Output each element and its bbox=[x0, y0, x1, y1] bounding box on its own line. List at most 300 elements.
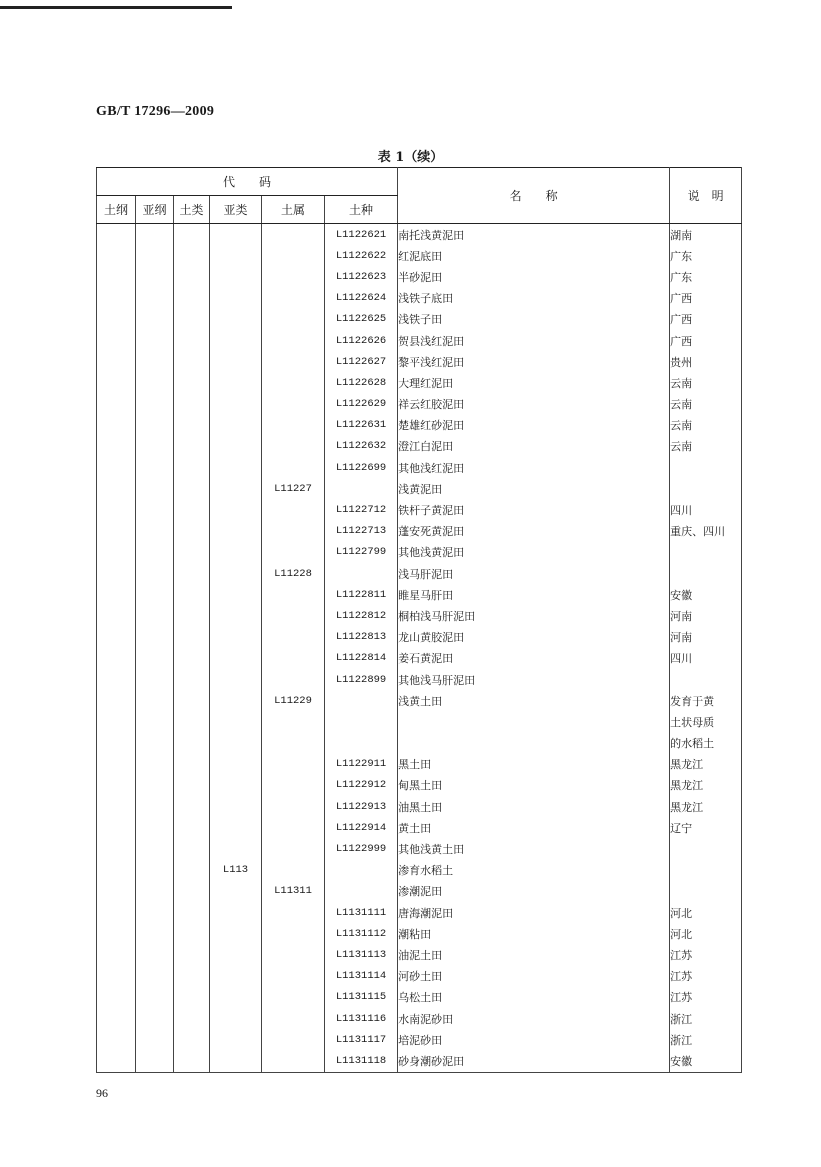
subgroup-code bbox=[210, 245, 262, 266]
order-cell bbox=[97, 754, 136, 775]
species-code: L1122627 bbox=[325, 351, 398, 372]
family-code bbox=[262, 457, 325, 478]
soil-name: 红泥底田 bbox=[398, 245, 670, 266]
family-code bbox=[262, 817, 325, 838]
order-cell bbox=[97, 584, 136, 605]
group-cell bbox=[174, 436, 210, 457]
group-cell bbox=[174, 860, 210, 881]
family-header: 土属 bbox=[262, 196, 325, 224]
soil-name: 培泥砂田 bbox=[398, 1029, 670, 1050]
species-code: L1122811 bbox=[325, 584, 398, 605]
remark-cell: 浙江 bbox=[670, 1029, 742, 1050]
subgroup-code bbox=[210, 309, 262, 330]
group-cell bbox=[174, 1050, 210, 1072]
table-row bbox=[97, 838, 742, 859]
family-code bbox=[262, 584, 325, 605]
subgroup-code bbox=[210, 330, 262, 351]
table-row bbox=[97, 817, 742, 838]
remark-cell: 广西 bbox=[670, 288, 742, 309]
remark-cell: 河南 bbox=[670, 627, 742, 648]
table-row bbox=[97, 372, 742, 393]
subgroup-code bbox=[210, 1050, 262, 1072]
suborder-cell bbox=[136, 881, 174, 902]
suborder-cell bbox=[136, 563, 174, 584]
name-header: 名 称 bbox=[398, 168, 670, 224]
table-body bbox=[97, 224, 742, 1073]
family-code: L11229 bbox=[262, 690, 325, 711]
family-code bbox=[262, 288, 325, 309]
soil-name: 铁杆子黄泥田 bbox=[398, 499, 670, 520]
soil-name: 油泥土田 bbox=[398, 944, 670, 965]
remark-cell: 四川 bbox=[670, 648, 742, 669]
species-code: L1122628 bbox=[325, 372, 398, 393]
remark-cell bbox=[670, 563, 742, 584]
table-row bbox=[97, 987, 742, 1008]
order-cell bbox=[97, 860, 136, 881]
table-row bbox=[97, 902, 742, 923]
suborder-header: 亚纲 bbox=[136, 196, 174, 224]
remark-cell: 云南 bbox=[670, 372, 742, 393]
top-rule bbox=[0, 6, 232, 9]
species-code bbox=[325, 690, 398, 711]
family-code bbox=[262, 796, 325, 817]
suborder-cell bbox=[136, 542, 174, 563]
remark-cell: 的水稻土 bbox=[670, 733, 742, 754]
group-cell bbox=[174, 542, 210, 563]
table-row bbox=[97, 563, 742, 584]
suborder-cell bbox=[136, 309, 174, 330]
suborder-cell bbox=[136, 584, 174, 605]
suborder-cell bbox=[136, 775, 174, 796]
order-cell bbox=[97, 817, 136, 838]
group-cell bbox=[174, 415, 210, 436]
remark-cell: 浙江 bbox=[670, 1008, 742, 1029]
table-row bbox=[97, 796, 742, 817]
order-cell bbox=[97, 542, 136, 563]
species-code: L1122625 bbox=[325, 309, 398, 330]
soil-name: 祥云红胶泥田 bbox=[398, 394, 670, 415]
remark-cell: 江苏 bbox=[670, 966, 742, 987]
table-row bbox=[97, 224, 742, 246]
suborder-cell bbox=[136, 436, 174, 457]
remark-cell: 黑龙江 bbox=[670, 796, 742, 817]
subgroup-code bbox=[210, 1008, 262, 1029]
soil-name: 潮粘田 bbox=[398, 923, 670, 944]
order-cell bbox=[97, 944, 136, 965]
soil-name: 楚雄红砂泥田 bbox=[398, 415, 670, 436]
species-code bbox=[325, 478, 398, 499]
family-code bbox=[262, 754, 325, 775]
order-header: 土纲 bbox=[97, 196, 136, 224]
group-cell bbox=[174, 648, 210, 669]
family-code bbox=[262, 245, 325, 266]
remark-cell: 湖南 bbox=[670, 224, 742, 246]
order-cell bbox=[97, 605, 136, 626]
suborder-cell bbox=[136, 457, 174, 478]
family-code bbox=[262, 944, 325, 965]
order-cell bbox=[97, 372, 136, 393]
species-code bbox=[325, 733, 398, 754]
soil-name: 浅铁子田 bbox=[398, 309, 670, 330]
family-code bbox=[262, 923, 325, 944]
subgroup-code bbox=[210, 415, 262, 436]
order-cell bbox=[97, 838, 136, 859]
species-code: L1122632 bbox=[325, 436, 398, 457]
species-code: L1122913 bbox=[325, 796, 398, 817]
table-row bbox=[97, 775, 742, 796]
soil-name: 浅黄土田 bbox=[398, 690, 670, 711]
subgroup-code bbox=[210, 394, 262, 415]
remark-cell: 河北 bbox=[670, 923, 742, 944]
soil-name: 其他浅红泥田 bbox=[398, 457, 670, 478]
subgroup-code bbox=[210, 351, 262, 372]
remark-cell: 河南 bbox=[670, 605, 742, 626]
soil-name: 渗育水稻土 bbox=[398, 860, 670, 881]
group-cell bbox=[174, 563, 210, 584]
group-cell bbox=[174, 499, 210, 520]
group-cell bbox=[174, 817, 210, 838]
group-cell bbox=[174, 245, 210, 266]
subgroup-code bbox=[210, 436, 262, 457]
family-code bbox=[262, 266, 325, 287]
table-row bbox=[97, 944, 742, 965]
family-code bbox=[262, 605, 325, 626]
order-cell bbox=[97, 775, 136, 796]
table-row bbox=[97, 1008, 742, 1029]
suborder-cell bbox=[136, 351, 174, 372]
family-code bbox=[262, 224, 325, 246]
subgroup-code bbox=[210, 754, 262, 775]
suborder-cell bbox=[136, 245, 174, 266]
soil-name: 半砂泥田 bbox=[398, 266, 670, 287]
remark-cell bbox=[670, 478, 742, 499]
subgroup-code bbox=[210, 266, 262, 287]
remark-cell bbox=[670, 542, 742, 563]
table-row bbox=[97, 436, 742, 457]
subgroup-code bbox=[210, 733, 262, 754]
soil-name: 其他浅黄泥田 bbox=[398, 542, 670, 563]
subgroup-code bbox=[210, 923, 262, 944]
suborder-cell bbox=[136, 372, 174, 393]
group-cell bbox=[174, 1029, 210, 1050]
subgroup-code bbox=[210, 838, 262, 859]
group-cell bbox=[174, 266, 210, 287]
family-code bbox=[262, 966, 325, 987]
family-code: L11228 bbox=[262, 563, 325, 584]
group-cell bbox=[174, 584, 210, 605]
suborder-cell bbox=[136, 838, 174, 859]
subgroup-code bbox=[210, 584, 262, 605]
soil-name: 黄土田 bbox=[398, 817, 670, 838]
family-code bbox=[262, 1050, 325, 1072]
order-cell bbox=[97, 457, 136, 478]
remark-cell: 黑龙江 bbox=[670, 754, 742, 775]
soil-name: 澄江白泥田 bbox=[398, 436, 670, 457]
subgroup-code bbox=[210, 288, 262, 309]
subgroup-code bbox=[210, 563, 262, 584]
family-code bbox=[262, 733, 325, 754]
group-cell bbox=[174, 669, 210, 690]
suborder-cell bbox=[136, 521, 174, 542]
suborder-cell bbox=[136, 1008, 174, 1029]
remark-cell bbox=[670, 669, 742, 690]
order-cell bbox=[97, 394, 136, 415]
family-code bbox=[262, 330, 325, 351]
species-code bbox=[325, 711, 398, 732]
order-cell bbox=[97, 309, 136, 330]
subgroup-code bbox=[210, 457, 262, 478]
soil-name: 甸黑土田 bbox=[398, 775, 670, 796]
group-cell bbox=[174, 351, 210, 372]
family-code bbox=[262, 1008, 325, 1029]
table-row bbox=[97, 309, 742, 330]
species-code: L1122699 bbox=[325, 457, 398, 478]
species-code: L1122623 bbox=[325, 266, 398, 287]
table-row bbox=[97, 711, 742, 732]
subgroup-code bbox=[210, 669, 262, 690]
species-code: L1122624 bbox=[325, 288, 398, 309]
species-code: L1122813 bbox=[325, 627, 398, 648]
remark-cell: 重庆、四川 bbox=[670, 521, 742, 542]
remark-cell: 安徽 bbox=[670, 1050, 742, 1072]
subgroup-code bbox=[210, 944, 262, 965]
species-code bbox=[325, 881, 398, 902]
table-row bbox=[97, 288, 742, 309]
subgroup-code bbox=[210, 1029, 262, 1050]
soil-name: 浅铁子底田 bbox=[398, 288, 670, 309]
group-cell bbox=[174, 288, 210, 309]
table-row bbox=[97, 733, 742, 754]
order-cell bbox=[97, 351, 136, 372]
remark-cell: 广西 bbox=[670, 330, 742, 351]
family-code bbox=[262, 627, 325, 648]
species-code: L1131114 bbox=[325, 966, 398, 987]
table-row bbox=[97, 542, 742, 563]
remark-cell: 云南 bbox=[670, 394, 742, 415]
suborder-cell bbox=[136, 860, 174, 881]
order-cell bbox=[97, 1029, 136, 1050]
species-code: L1122621 bbox=[325, 224, 398, 246]
group-cell bbox=[174, 394, 210, 415]
suborder-cell bbox=[136, 690, 174, 711]
subgroup-code bbox=[210, 478, 262, 499]
remark-cell: 江苏 bbox=[670, 987, 742, 1008]
family-code bbox=[262, 987, 325, 1008]
order-cell bbox=[97, 266, 136, 287]
table-row bbox=[97, 966, 742, 987]
family-code bbox=[262, 415, 325, 436]
species-code: L1131112 bbox=[325, 923, 398, 944]
remark-cell: 黑龙江 bbox=[670, 775, 742, 796]
order-cell bbox=[97, 627, 136, 648]
subgroup-code bbox=[210, 796, 262, 817]
subgroup-code bbox=[210, 775, 262, 796]
group-cell bbox=[174, 1008, 210, 1029]
order-cell bbox=[97, 733, 136, 754]
table-row bbox=[97, 394, 742, 415]
suborder-cell bbox=[136, 902, 174, 923]
remark-cell bbox=[670, 838, 742, 859]
family-code: L11227 bbox=[262, 478, 325, 499]
family-code bbox=[262, 394, 325, 415]
species-code: L1122712 bbox=[325, 499, 398, 520]
group-cell bbox=[174, 796, 210, 817]
species-code: L1122812 bbox=[325, 605, 398, 626]
subgroup-code bbox=[210, 690, 262, 711]
order-cell bbox=[97, 478, 136, 499]
order-cell bbox=[97, 499, 136, 520]
species-code: L1131117 bbox=[325, 1029, 398, 1050]
subgroup-code bbox=[210, 987, 262, 1008]
table-row bbox=[97, 923, 742, 944]
family-code bbox=[262, 860, 325, 881]
subgroup-code bbox=[210, 499, 262, 520]
order-cell bbox=[97, 563, 136, 584]
family-code bbox=[262, 838, 325, 859]
species-code: L1122814 bbox=[325, 648, 398, 669]
table-row bbox=[97, 457, 742, 478]
table-row bbox=[97, 1050, 742, 1072]
group-header: 土类 bbox=[174, 196, 210, 224]
remark-cell: 江苏 bbox=[670, 944, 742, 965]
species-code: L1122914 bbox=[325, 817, 398, 838]
table-row bbox=[97, 648, 742, 669]
family-code bbox=[262, 499, 325, 520]
species-header: 土种 bbox=[325, 196, 398, 224]
group-cell bbox=[174, 944, 210, 965]
subgroup-code bbox=[210, 521, 262, 542]
remark-cell: 发育于黄 bbox=[670, 690, 742, 711]
suborder-cell bbox=[136, 394, 174, 415]
suborder-cell bbox=[136, 627, 174, 648]
remark-cell: 广东 bbox=[670, 245, 742, 266]
order-cell bbox=[97, 521, 136, 542]
standard-number: GB/T 17296—2009 bbox=[96, 104, 215, 119]
table-row bbox=[97, 266, 742, 287]
table-row bbox=[97, 478, 742, 499]
table-row bbox=[97, 627, 742, 648]
table-row bbox=[97, 754, 742, 775]
family-code bbox=[262, 521, 325, 542]
family-code bbox=[262, 1029, 325, 1050]
order-cell bbox=[97, 902, 136, 923]
table-row bbox=[97, 881, 742, 902]
group-cell bbox=[174, 733, 210, 754]
soil-name: 大理红泥田 bbox=[398, 372, 670, 393]
soil-name: 睢星马肝田 bbox=[398, 584, 670, 605]
subgroup-code bbox=[210, 881, 262, 902]
species-code: L1122799 bbox=[325, 542, 398, 563]
species-code bbox=[325, 860, 398, 881]
order-cell bbox=[97, 648, 136, 669]
order-cell bbox=[97, 1050, 136, 1072]
subgroup-code bbox=[210, 711, 262, 732]
family-code bbox=[262, 775, 325, 796]
soil-name: 贺县浅红泥田 bbox=[398, 330, 670, 351]
soil-name: 河砂土田 bbox=[398, 966, 670, 987]
species-code: L1131115 bbox=[325, 987, 398, 1008]
family-code bbox=[262, 309, 325, 330]
suborder-cell bbox=[136, 817, 174, 838]
table-row bbox=[97, 669, 742, 690]
suborder-cell bbox=[136, 478, 174, 499]
group-cell bbox=[174, 457, 210, 478]
family-code bbox=[262, 648, 325, 669]
table-row bbox=[97, 415, 742, 436]
family-code bbox=[262, 669, 325, 690]
species-code: L1122912 bbox=[325, 775, 398, 796]
group-cell bbox=[174, 754, 210, 775]
group-cell bbox=[174, 521, 210, 542]
species-code: L1122713 bbox=[325, 521, 398, 542]
soil-name: 南托浅黄泥田 bbox=[398, 224, 670, 246]
subgroup-code bbox=[210, 902, 262, 923]
soil-name: 其他浅黄土田 bbox=[398, 838, 670, 859]
order-cell bbox=[97, 330, 136, 351]
table-row bbox=[97, 1029, 742, 1050]
species-code: L1122999 bbox=[325, 838, 398, 859]
group-cell bbox=[174, 838, 210, 859]
order-cell bbox=[97, 436, 136, 457]
order-cell bbox=[97, 711, 136, 732]
suborder-cell bbox=[136, 733, 174, 754]
suborder-cell bbox=[136, 1029, 174, 1050]
group-cell bbox=[174, 987, 210, 1008]
species-code: L1122631 bbox=[325, 415, 398, 436]
order-cell bbox=[97, 224, 136, 246]
order-cell bbox=[97, 690, 136, 711]
suborder-cell bbox=[136, 266, 174, 287]
subgroup-code bbox=[210, 627, 262, 648]
table-row bbox=[97, 605, 742, 626]
group-cell bbox=[174, 224, 210, 246]
suborder-cell bbox=[136, 648, 174, 669]
group-cell bbox=[174, 605, 210, 626]
family-code bbox=[262, 372, 325, 393]
suborder-cell bbox=[136, 1050, 174, 1072]
family-code: L11311 bbox=[262, 881, 325, 902]
table-caption: 表 1（续） bbox=[377, 150, 444, 165]
order-cell bbox=[97, 669, 136, 690]
order-cell bbox=[97, 1008, 136, 1029]
table-row bbox=[97, 860, 742, 881]
order-cell bbox=[97, 796, 136, 817]
soil-name: 砂身潮砂泥田 bbox=[398, 1050, 670, 1072]
group-cell bbox=[174, 627, 210, 648]
remark-header: 说 明 bbox=[670, 168, 742, 224]
soil-name bbox=[398, 711, 670, 732]
suborder-cell bbox=[136, 415, 174, 436]
suborder-cell bbox=[136, 711, 174, 732]
subgroup-code bbox=[210, 372, 262, 393]
family-code bbox=[262, 351, 325, 372]
remark-cell: 安徽 bbox=[670, 584, 742, 605]
species-code bbox=[325, 563, 398, 584]
soil-name: 姜石黄泥田 bbox=[398, 648, 670, 669]
suborder-cell bbox=[136, 288, 174, 309]
table-row bbox=[97, 330, 742, 351]
subgroup-code bbox=[210, 605, 262, 626]
soil-name: 油黑土田 bbox=[398, 796, 670, 817]
group-cell bbox=[174, 309, 210, 330]
soil-name bbox=[398, 733, 670, 754]
suborder-cell bbox=[136, 224, 174, 246]
remark-cell bbox=[670, 860, 742, 881]
group-cell bbox=[174, 711, 210, 732]
suborder-cell bbox=[136, 796, 174, 817]
order-cell bbox=[97, 288, 136, 309]
group-cell bbox=[174, 923, 210, 944]
